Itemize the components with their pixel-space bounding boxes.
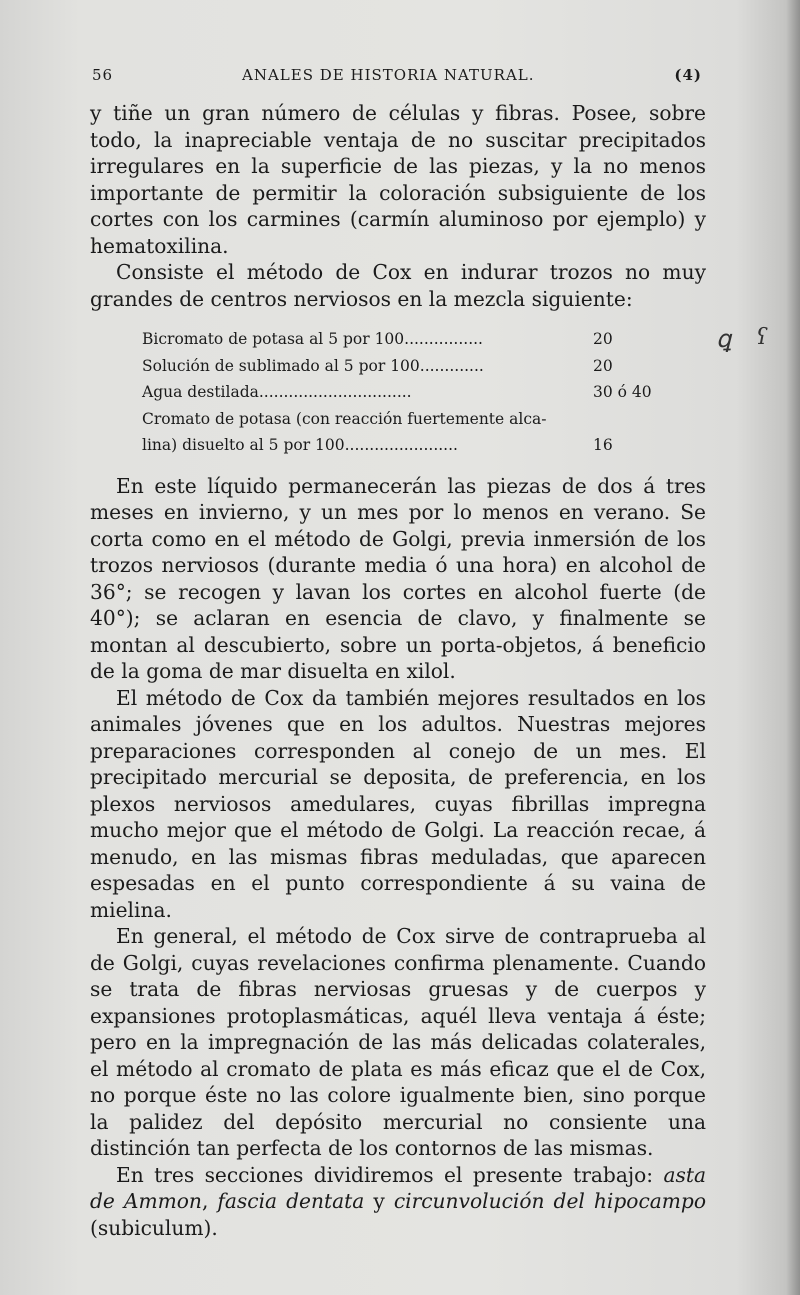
term-asta-de-ammon: asta de Ammon <box>90 1162 706 1213</box>
paragraph: y tiñe un gran número de células y fibras. Posee, sobre todo, la inapreciable ventaja de no suscitar precipitados irregulares en la superficie de las piezas, y la no menos importante de permitir la coloración subsiguiente de los cortes con los carmines (carmín aluminoso por ejemplo) y hematoxilina. <box>90 101 706 258</box>
recipe-row <box>142 353 662 380</box>
margin-pencil-mark: ꝗ <box>716 325 732 353</box>
page-edge-shadow <box>786 0 800 1295</box>
recipe-row <box>142 326 662 353</box>
recipe-quantity: 20 <box>593 356 613 375</box>
running-header <box>92 66 702 90</box>
recipe-ingredient: Solución de sublimado al 5 por 100............. <box>142 356 484 375</box>
paragraph: Consiste el método de Cox en indurar trozos no muy grandes de centros nerviosos en la mezcla siguiente: <box>90 260 706 311</box>
recipe-quantity: 16 <box>593 436 613 454</box>
recipe-row <box>142 379 662 406</box>
final-lead: En tres secciones dividiremos el presente trabajo: <box>116 1162 664 1187</box>
term-fascia-dentata: fascia dentata <box>217 1189 365 1213</box>
running-title: ANALES DE HISTORIA NATURAL. <box>242 66 535 84</box>
recipe-row <box>142 406 662 433</box>
separator: y <box>364 1189 394 1213</box>
recipe-quantity: 30 ó 40 <box>593 383 652 401</box>
recipe-row <box>142 432 662 459</box>
margin-pencil-mark: ʕ <box>756 325 768 350</box>
term-circunvolucion: circunvolución del hipocampo <box>393 1189 707 1213</box>
paragraph: En general, el método de Cox sirve de contraprueba al de Golgi, cuyas revelaciones confirma plenamente. Cuando se trata de fibras nerviosas gruesas y de cuerpos y expansiones protoplasmáticas, aquél lleva ventaja á éste; pero en la impregnación de las más delicadas colaterales, el método al cromato de plata es más eficaz que el de Cox, no porque éste no las colore igualmente bien, sino porque la palidez del depósito mercurial no consiente una distinción tan perfecta de los contornos de las mismas. <box>90 924 706 1160</box>
body-text <box>90 100 706 1241</box>
recipe-ingredient: Bicromato de potasa al 5 por 100................ <box>142 330 483 348</box>
final-paragraph <box>90 1162 706 1242</box>
recipe-ingredient: Agua destilada............................... <box>142 383 412 401</box>
recipe-ingredient: Cromato de potasa (con reacción fuertemente alca- <box>142 409 547 428</box>
recipe-ingredient: lina) disuelto al 5 por 100....................... <box>142 436 458 454</box>
paragraph: El método de Cox da también mejores resultados en los animales jóvenes que en los adultos. Nuestras mejores preparaciones corresponden al conejo de un mes. El precipitado mercurial se deposita, de preferencia, en los plexos nerviosos amedulares, cuyas fibrillas impregna mucho mejor que el método de Golgi. La reacción recae, á menudo, en las mismas fibras meduladas, que aparecen espesadas en el punto correspondiente á su vaina de mielina. <box>90 685 706 922</box>
recipe-table <box>142 326 662 459</box>
issue-number: (4) <box>674 66 702 84</box>
separator: , <box>201 1189 218 1213</box>
final-tail: (subiculum). <box>90 1215 218 1240</box>
paragraph: En este líquido permanecerán las piezas de dos á tres meses en invierno, y un mes por lo menos en verano. Se corta como en el método de Golgi, previa inmersión de los trozos nerviosos (durante media ó una hora) en alcohol de 36°; se recogen y lavan los cortes en alcohol fuerte (de 40°); se aclaran en esencia de clavo, y finalmente se montan al descubierto, sobre un porta-objetos, á beneficio de la goma de mar disuelta en xilol. <box>90 473 706 683</box>
recipe-quantity: 20 <box>593 330 613 348</box>
page-number: 56 <box>92 66 114 84</box>
